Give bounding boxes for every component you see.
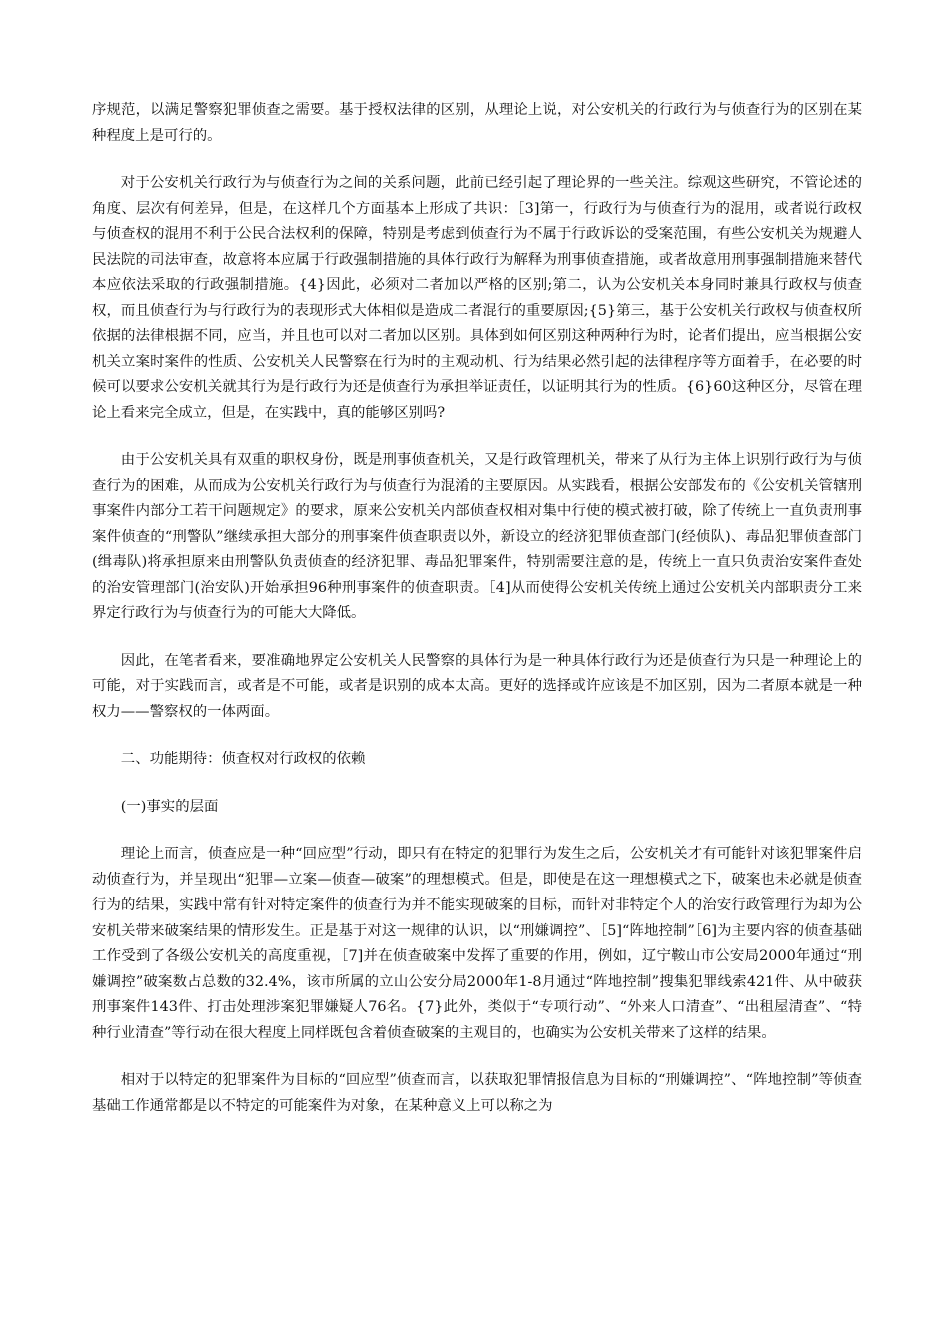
paragraph-dual-role: 由于公安机关具有双重的职权身份，既是刑事侦查机关，又是行政管理机关，带来了从行为主体上识别行政行为与侦查行为的困难，从而成为公安机关行政行为与侦查行为混淆的主要原因。从实践看，根据公安部发布的《公安机关管辖刑事案件内部分工若干问题规定》的要求，原来公安机关内部侦查权相对集中行使的模式被打破，除了传统上一直负责刑事案件侦查的“刑警队”继续承担大部分的刑事案件侦查职责以外，新设立的经济犯罪侦查部门(经侦队)、毒品犯罪侦查部门(缉毒队)将承担原来由刑警队负责侦查的经济犯罪、毒品犯罪案件，特别需要注意的是，传统上一直只负责治安案件查处的治安管理部门(治安队)开始承担96种刑事案件的侦查职责。［4]从而使得公安机关传统上通过公安机关内部职责分工来界定行政行为与侦查行为的可能大大降低。 <box>92 452 862 621</box>
paragraph-responsive-investigation: 相对于以特定的犯罪案件为目标的“回应型”侦查而言，以获取犯罪情报信息为目标的“刑嫌调控”、“阵地控制”等侦查基础工作通常都是以不特定的可能案件为对象，在某种意义上可以称之为 <box>92 1072 862 1114</box>
paragraph-fact-level: 理论上而言，侦查应是一种“回应型”行动，即只有在特定的犯罪行为发生之后，公安机关才有可能针对该犯罪案件启动侦查行为，并呈现出“犯罪—立案—侦查—破案”的理想模式。但是，即使是在这一理想模式之下，破案也未必就是侦查行为的结果，实践中常有针对特定案件的侦查行为并不能实现破案的目标，而针对非特定个人的治安行政管理行为却为公安机关带来破案结果的情形发生。正是基于对这一规律的认识，以“刑嫌调控”、［5]“阵地控制”［6]为主要内容的侦查基础工作受到了各级公安机关的高度重视，［7]并在侦查破案中发挥了重要的作用，例如，辽宁鞍山市公安局2000年通过“刑嫌调控”破案数占总数的32.4%，该市所属的立山公安分局2000年1-8月通过“阵地控制”搜集犯罪线索421件、从中破获刑事案件143件、打击处理涉案犯罪嫌疑人76名。{7}此外，类似于“专项行动”、“外来人口清查”、“出租屋清查”、“特种行业清查”等行动在很大程度上同样既包含着侦查破案的主观目的，也确实为公安机关带来了这样的结果。 <box>92 846 862 1041</box>
paragraph-continuation: 序规范，以满足警察犯罪侦查之需要。基于授权法律的区别，从理论上说，对公安机关的行政行为与侦查行为的区别在某种程度上是可行的。 <box>92 102 862 144</box>
section-heading: 二、功能期待：侦查权对行政权的依赖 <box>120 751 366 767</box>
paragraph-conclusion: 因此，在笔者看来，要准确地界定公安机关人民警察的具体行为是一种具体行政行为还是侦查行为只是一种理论上的可能，对于实践而言，或者是不可能，或者是识别的成本太高。更好的选择或许应该是不加区别，因为二者原本就是一种权力——警察权的一体两面。 <box>92 652 862 720</box>
subsection-heading: (一)事实的层面 <box>120 798 219 815</box>
paragraph-consensus: 对于公安机关行政行为与侦查行为之间的关系问题，此前已经引起了理论界的一些关注。综观这些研究，不管论述的角度、层次有何差异，但是，在这样几个方面基本上形成了共识：［3]第一，行政行为与侦查行为的混用，或者说行政权与侦查权的混用不利于公民合法权利的保障，特别是考虑到侦查行为不属于行政诉讼的受案范围，有些公安机关为规避人民法院的司法审查，故意将本应属于行政强制措施的具体行政行为解释为刑事侦查措施，或者故意用刑事强制措施来替代本应依法采取的行政强制措施。{4}因此，必须对二者加以严格的区别;第二，认为公安机关本身同时兼具行政权与侦查权，而且侦查行为与行政行为的表现形式大体相似是造成二者混行的重要原因;{5}第三，基于公安机关行政权与侦查权所依据的法律根据不同，应当，并且也可以对二者加以区别。具体到如何区别这种两种行为时，论者们提出，应当根据公安机关立案时案件的性质、公安机关人民警察在行为时的主观动机、行为结果必然引起的法律程序等方面着手，在必要的时候可以要求公安机关就其行为是行政行为还是侦查行为承担举证责任，以证明其行为的性质。{6}60这种区分，尽管在理论上看来完全成立，但是，在实践中，真的能够区别吗? <box>92 175 862 421</box>
document-page <box>92 98 862 1141</box>
